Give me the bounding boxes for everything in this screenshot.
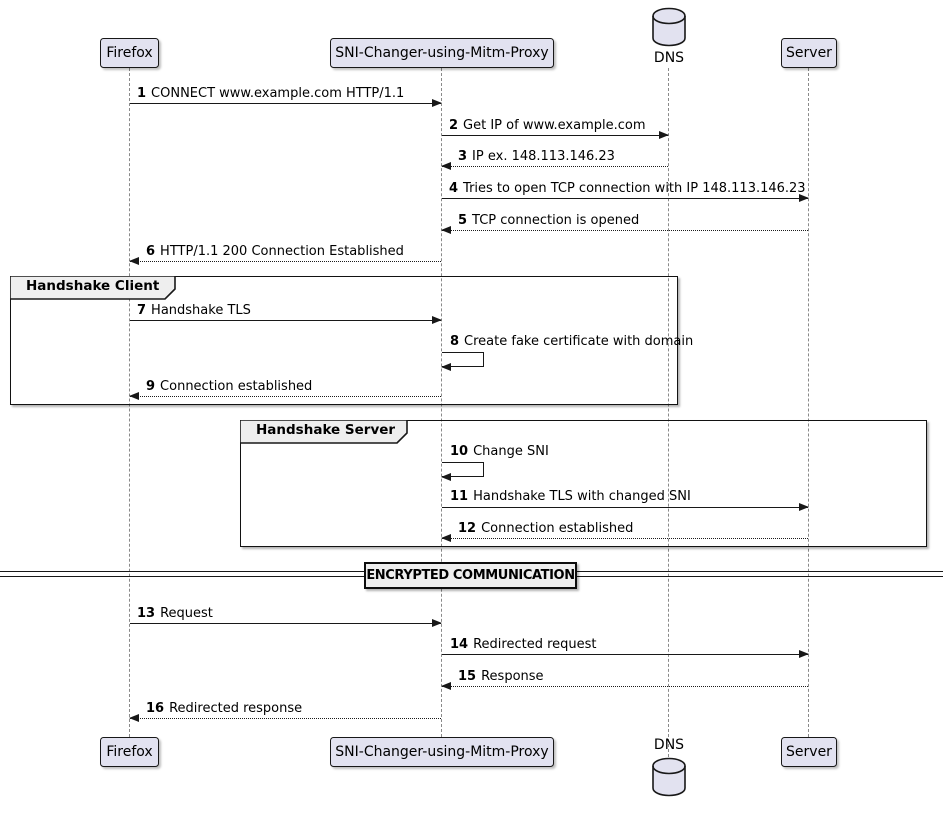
arrowhead-right [799, 650, 809, 658]
message-6-arrow [130, 261, 441, 262]
message-6-label: 6 HTTP/1.1 200 Connection Established [146, 244, 404, 259]
message-7-arrow [130, 320, 441, 321]
participant-firefox-top [100, 38, 159, 68]
message-11-arrow [442, 507, 808, 508]
arrowhead-left [129, 392, 139, 400]
arrowhead-right [659, 131, 669, 139]
database-icon-dns-bottom [650, 756, 688, 802]
divider-encrypted-communication: ENCRYPTED COMMUNICATION [364, 562, 577, 589]
participant-firefox-label: Firefox [106, 45, 153, 61]
message-16-label: 16 Redirected response [146, 701, 303, 716]
group-handshake-client-label: Handshake Client [26, 278, 160, 294]
message-11-label: 11 Handshake TLS with changed SNI [450, 489, 691, 504]
participant-proxy-label: SNI-Changer-using-Mitm-Proxy [335, 744, 549, 760]
arrowhead-right [432, 99, 442, 107]
arrowhead-right [799, 194, 809, 202]
participant-firefox-label: Firefox [106, 744, 153, 760]
message-3-label: 3 IP ex. 148.113.146.23 [458, 149, 615, 164]
group-handshake-server-label: Handshake Server [256, 422, 396, 438]
message-9-label: 9 Connection established [146, 379, 313, 394]
arrowhead-left [441, 226, 451, 234]
message-14-label: 14 Redirected request [450, 637, 597, 652]
arrowhead-left [441, 682, 451, 690]
arrowhead-left [441, 534, 451, 542]
message-1-arrow [130, 103, 441, 104]
message-5-arrow [442, 230, 808, 231]
message-9-arrow [130, 396, 441, 397]
participant-dns-label-top: DNS [653, 50, 685, 66]
message-4-arrow [442, 198, 808, 199]
participant-proxy-label: SNI-Changer-using-Mitm-Proxy [335, 45, 549, 61]
participant-server-label: Server [786, 744, 832, 760]
message-4-label: 4 Tries to open TCP connection with IP 148.113.146.23 [449, 181, 806, 196]
message-10-selfloop [442, 462, 484, 477]
participant-server-label: Server [786, 45, 832, 61]
arrowhead-left [441, 363, 451, 371]
message-1-label: 1 CONNECT www.example.com HTTP/1.1 [137, 86, 405, 101]
participant-firefox-bottom [100, 737, 159, 767]
group-handshake-client-header [10, 276, 176, 304]
message-8-label: 8 Create fake certificate with domain [450, 334, 694, 349]
message-12-arrow [442, 538, 808, 539]
arrowhead-left [441, 162, 451, 170]
message-12-label: 12 Connection established [458, 521, 634, 536]
arrowhead-right [432, 619, 442, 627]
message-2-arrow [442, 135, 668, 136]
participant-proxy-bottom [330, 737, 554, 767]
group-handshake-server-header [240, 420, 408, 448]
arrowhead-right [432, 316, 442, 324]
message-15-label: 15 Response [458, 669, 544, 684]
message-7-label: 7 Handshake TLS [137, 303, 251, 318]
message-5-label: 5 TCP connection is opened [458, 213, 640, 228]
message-13-label: 13 Request [137, 606, 213, 621]
arrowhead-left [129, 257, 139, 265]
arrowhead-left [441, 473, 451, 481]
message-16-arrow [130, 718, 441, 719]
arrowhead-left [129, 714, 139, 722]
message-10-label: 10 Change SNI [450, 444, 549, 459]
message-8-selfloop [442, 352, 484, 367]
message-13-arrow [130, 623, 441, 624]
database-icon-dns-top [650, 6, 688, 52]
arrowhead-right [799, 503, 809, 511]
participant-server-bottom [781, 737, 837, 767]
message-15-arrow [442, 686, 808, 687]
message-3-arrow [442, 166, 668, 167]
message-2-label: 2 Get IP of www.example.com [449, 118, 646, 133]
lifeline-server [808, 68, 809, 737]
participant-dns-label-bottom: DNS [653, 737, 685, 753]
participant-proxy-top [330, 38, 554, 68]
message-14-arrow [442, 654, 808, 655]
participant-server-top [781, 38, 837, 68]
